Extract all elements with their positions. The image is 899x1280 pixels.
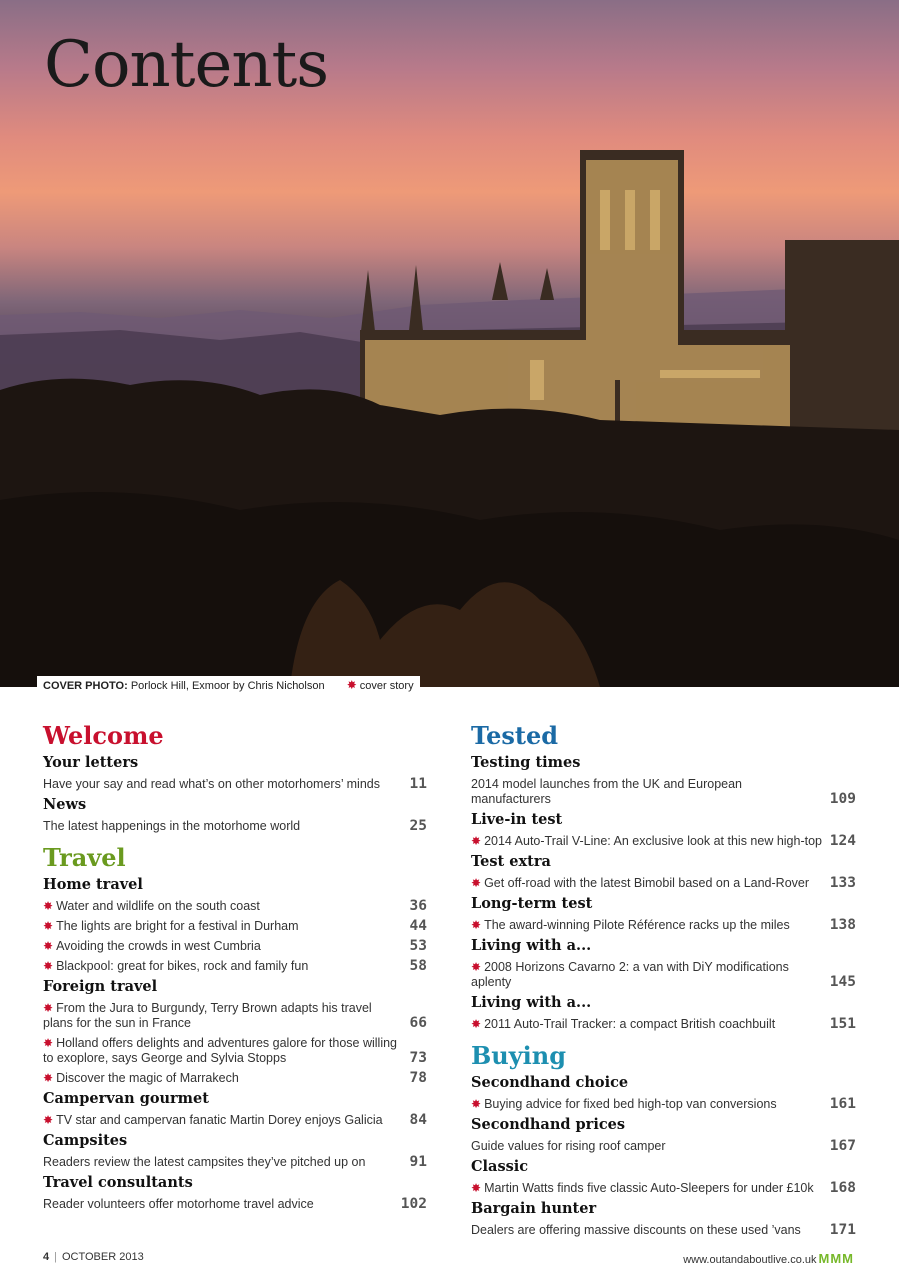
entry-page-number: 171 — [829, 1222, 856, 1238]
entry-page-number: 168 — [829, 1180, 856, 1196]
star-icon: ✸ — [471, 960, 482, 974]
contents-entry[interactable] — [471, 1017, 856, 1032]
contents-entry[interactable] — [43, 1036, 427, 1066]
entry-page-number: 11 — [409, 776, 427, 792]
contents-entry[interactable] — [43, 939, 427, 954]
star-icon: ✸ — [43, 899, 54, 913]
star-icon: ✸ — [471, 1181, 482, 1195]
website-url[interactable]: www.outandaboutlive.co.uk — [683, 1254, 817, 1266]
contents-entry[interactable] — [471, 834, 856, 849]
entry-description: Reader volunteers offer motorhome travel advice — [43, 1197, 314, 1211]
entry-heading: Test extra — [471, 853, 551, 870]
entry-description: 2014 model launches from the UK and European manufacturers — [471, 777, 743, 806]
page-title: Contents — [44, 28, 329, 102]
entry-heading: News — [43, 796, 87, 813]
cover-photo-credit: Porlock Hill, Exmoor by Chris Nicholson — [130, 680, 325, 692]
entry-heading: Secondhand choice — [471, 1074, 629, 1091]
star-icon: ✸ — [43, 939, 54, 953]
entry-heading: Secondhand prices — [471, 1116, 626, 1133]
star-icon: ✸ — [471, 834, 482, 848]
entry-description: ✸ 2008 Horizons Cavarno 2: a van with DiY modifications aplenty — [471, 960, 789, 989]
contents-entry[interactable] — [471, 876, 856, 891]
entry-page-number: 133 — [829, 875, 856, 891]
entry-description: ✸ Avoiding the crowds in west Cumbria — [43, 939, 261, 953]
entry-page-number: 84 — [409, 1112, 427, 1128]
entry-heading: Travel consultants — [43, 1174, 193, 1191]
contents-entry[interactable] — [471, 1097, 856, 1112]
entry-description: The latest happenings in the motorhome world — [43, 819, 301, 833]
contents-entry[interactable] — [43, 919, 427, 934]
entry-heading: Long-term test — [471, 895, 593, 912]
entry-description: ✸ Get off-road with the latest Bimobil based on a Land-Rover — [471, 876, 810, 890]
star-icon: ✸ — [43, 1001, 54, 1015]
entry-page-number: 151 — [829, 1016, 856, 1032]
entry-description: ✸ TV star and campervan fanatic Martin Dorey enjoys Galicia — [43, 1113, 383, 1127]
entry-page-number: 53 — [409, 938, 427, 954]
entry-description: ✸ Martin Watts finds five classic Auto-Sleepers for under £10k — [471, 1181, 814, 1195]
star-icon: ✸ — [471, 1017, 482, 1031]
entry-page-number: 44 — [409, 918, 427, 934]
cover-story-key: cover story — [359, 680, 414, 692]
contents-entry[interactable] — [471, 1223, 856, 1238]
section-heading-buying: Buying — [471, 1041, 567, 1070]
entry-page-number: 66 — [409, 1015, 427, 1031]
entry-page-number: 25 — [409, 818, 427, 834]
entry-heading: Your letters — [43, 754, 139, 771]
contents-entry[interactable] — [471, 777, 856, 807]
star-icon: ✸ — [43, 1071, 54, 1085]
entry-heading: Bargain hunter — [471, 1200, 597, 1217]
contents-entry[interactable] — [43, 1113, 427, 1128]
contents-entry[interactable] — [471, 918, 856, 933]
section-heading-welcome: Welcome — [43, 721, 164, 750]
star-icon: ✸ — [43, 1036, 54, 1050]
section-heading-tested: Tested — [471, 721, 559, 750]
entry-heading: Live-in test — [471, 811, 563, 828]
entry-description: Guide values for rising roof camper — [471, 1139, 666, 1153]
entry-heading: Living with a... — [471, 994, 592, 1011]
contents-entry[interactable] — [471, 960, 856, 990]
contents-entry[interactable] — [43, 1001, 427, 1031]
entry-description: ✸ From the Jura to Burgundy, Terry Brown adapts his travel plans for the sun in France — [43, 1001, 372, 1030]
entry-page-number: 145 — [829, 974, 856, 990]
issue-date: OCTOBER 2013 — [61, 1251, 144, 1263]
entry-heading: Testing times — [471, 754, 581, 771]
star-icon: ✸ — [43, 959, 54, 973]
contents-entry[interactable] — [43, 819, 427, 834]
star-icon: ✸ — [471, 876, 482, 890]
entry-description: ✸ 2014 Auto-Trail V-Line: An exclusive look at this new high-top — [471, 834, 822, 848]
entry-heading: Classic — [471, 1158, 529, 1175]
entry-page-number: 102 — [400, 1196, 427, 1212]
contents-left-column — [43, 722, 427, 1212]
entry-description: ✸ Buying advice for fixed bed high-top van conversions — [471, 1097, 777, 1111]
entry-heading: Foreign travel — [43, 978, 158, 995]
entry-page-number: 91 — [409, 1154, 427, 1170]
entry-page-number: 138 — [829, 917, 856, 933]
entry-page-number: 161 — [829, 1096, 856, 1112]
entry-description: ✸ Blackpool: great for bikes, rock and family fun — [43, 959, 309, 973]
entry-page-number: 36 — [409, 898, 427, 914]
page-number: 4 — [43, 1251, 50, 1263]
mmm-logo: MMM — [818, 1251, 854, 1266]
contents-entry[interactable] — [43, 899, 427, 914]
entry-page-number: 78 — [409, 1070, 427, 1086]
entry-heading: Living with a... — [471, 937, 592, 954]
contents-entry[interactable] — [471, 1181, 856, 1196]
star-icon: ✸ — [43, 1113, 54, 1127]
cover-photo-caption — [37, 676, 420, 693]
entry-page-number: 167 — [829, 1138, 856, 1154]
contents-entry[interactable] — [43, 1197, 427, 1212]
contents-entry[interactable] — [43, 1071, 427, 1086]
entry-description: ✸ Holland offers delights and adventures galore for those willing to exoplore, says George and Sylvia Stopps — [43, 1036, 398, 1065]
entry-description: ✸ Discover the magic of Marrakech — [43, 1071, 239, 1085]
contents-entry[interactable] — [471, 1139, 856, 1154]
contents-right-column — [471, 722, 856, 1238]
entry-page-number: 124 — [829, 833, 856, 849]
contents-entry[interactable] — [43, 959, 427, 974]
entry-page-number: 73 — [409, 1050, 427, 1066]
entry-page-number: 58 — [409, 958, 427, 974]
entry-description: Dealers are offering massive discounts on these used ’vans — [471, 1223, 801, 1237]
entry-description: Readers review the latest campsites they’ve pitched up on — [43, 1155, 366, 1169]
entry-page-number: 109 — [829, 791, 856, 807]
star-icon: ✸ — [471, 1097, 482, 1111]
entry-description: Have your say and read what’s on other motorhomers’ minds — [43, 777, 380, 791]
contents-entry[interactable] — [43, 777, 427, 792]
footer-folio — [43, 1251, 144, 1263]
entry-heading: Campsites — [43, 1132, 128, 1149]
entry-description: ✸ 2011 Auto-Trail Tracker: a compact British coachbuilt — [471, 1017, 776, 1031]
star-icon: ✸ — [346, 678, 357, 692]
section-heading-travel: Travel — [43, 843, 126, 872]
entry-description: ✸ Water and wildlife on the south coast — [43, 899, 260, 913]
folio-separator: | — [54, 1251, 57, 1263]
star-icon: ✸ — [471, 918, 482, 932]
entry-description: ✸ The award-winning Pilote Référence racks up the miles — [471, 918, 790, 932]
cover-photo-label: COVER PHOTO: — [43, 680, 128, 692]
entry-heading: Campervan gourmet — [43, 1090, 209, 1107]
contents-entry[interactable] — [43, 1155, 427, 1170]
entry-description: ✸ The lights are bright for a festival in Durham — [43, 919, 299, 933]
footer-website — [683, 1251, 854, 1266]
star-icon: ✸ — [43, 919, 54, 933]
entry-heading: Home travel — [43, 876, 143, 893]
